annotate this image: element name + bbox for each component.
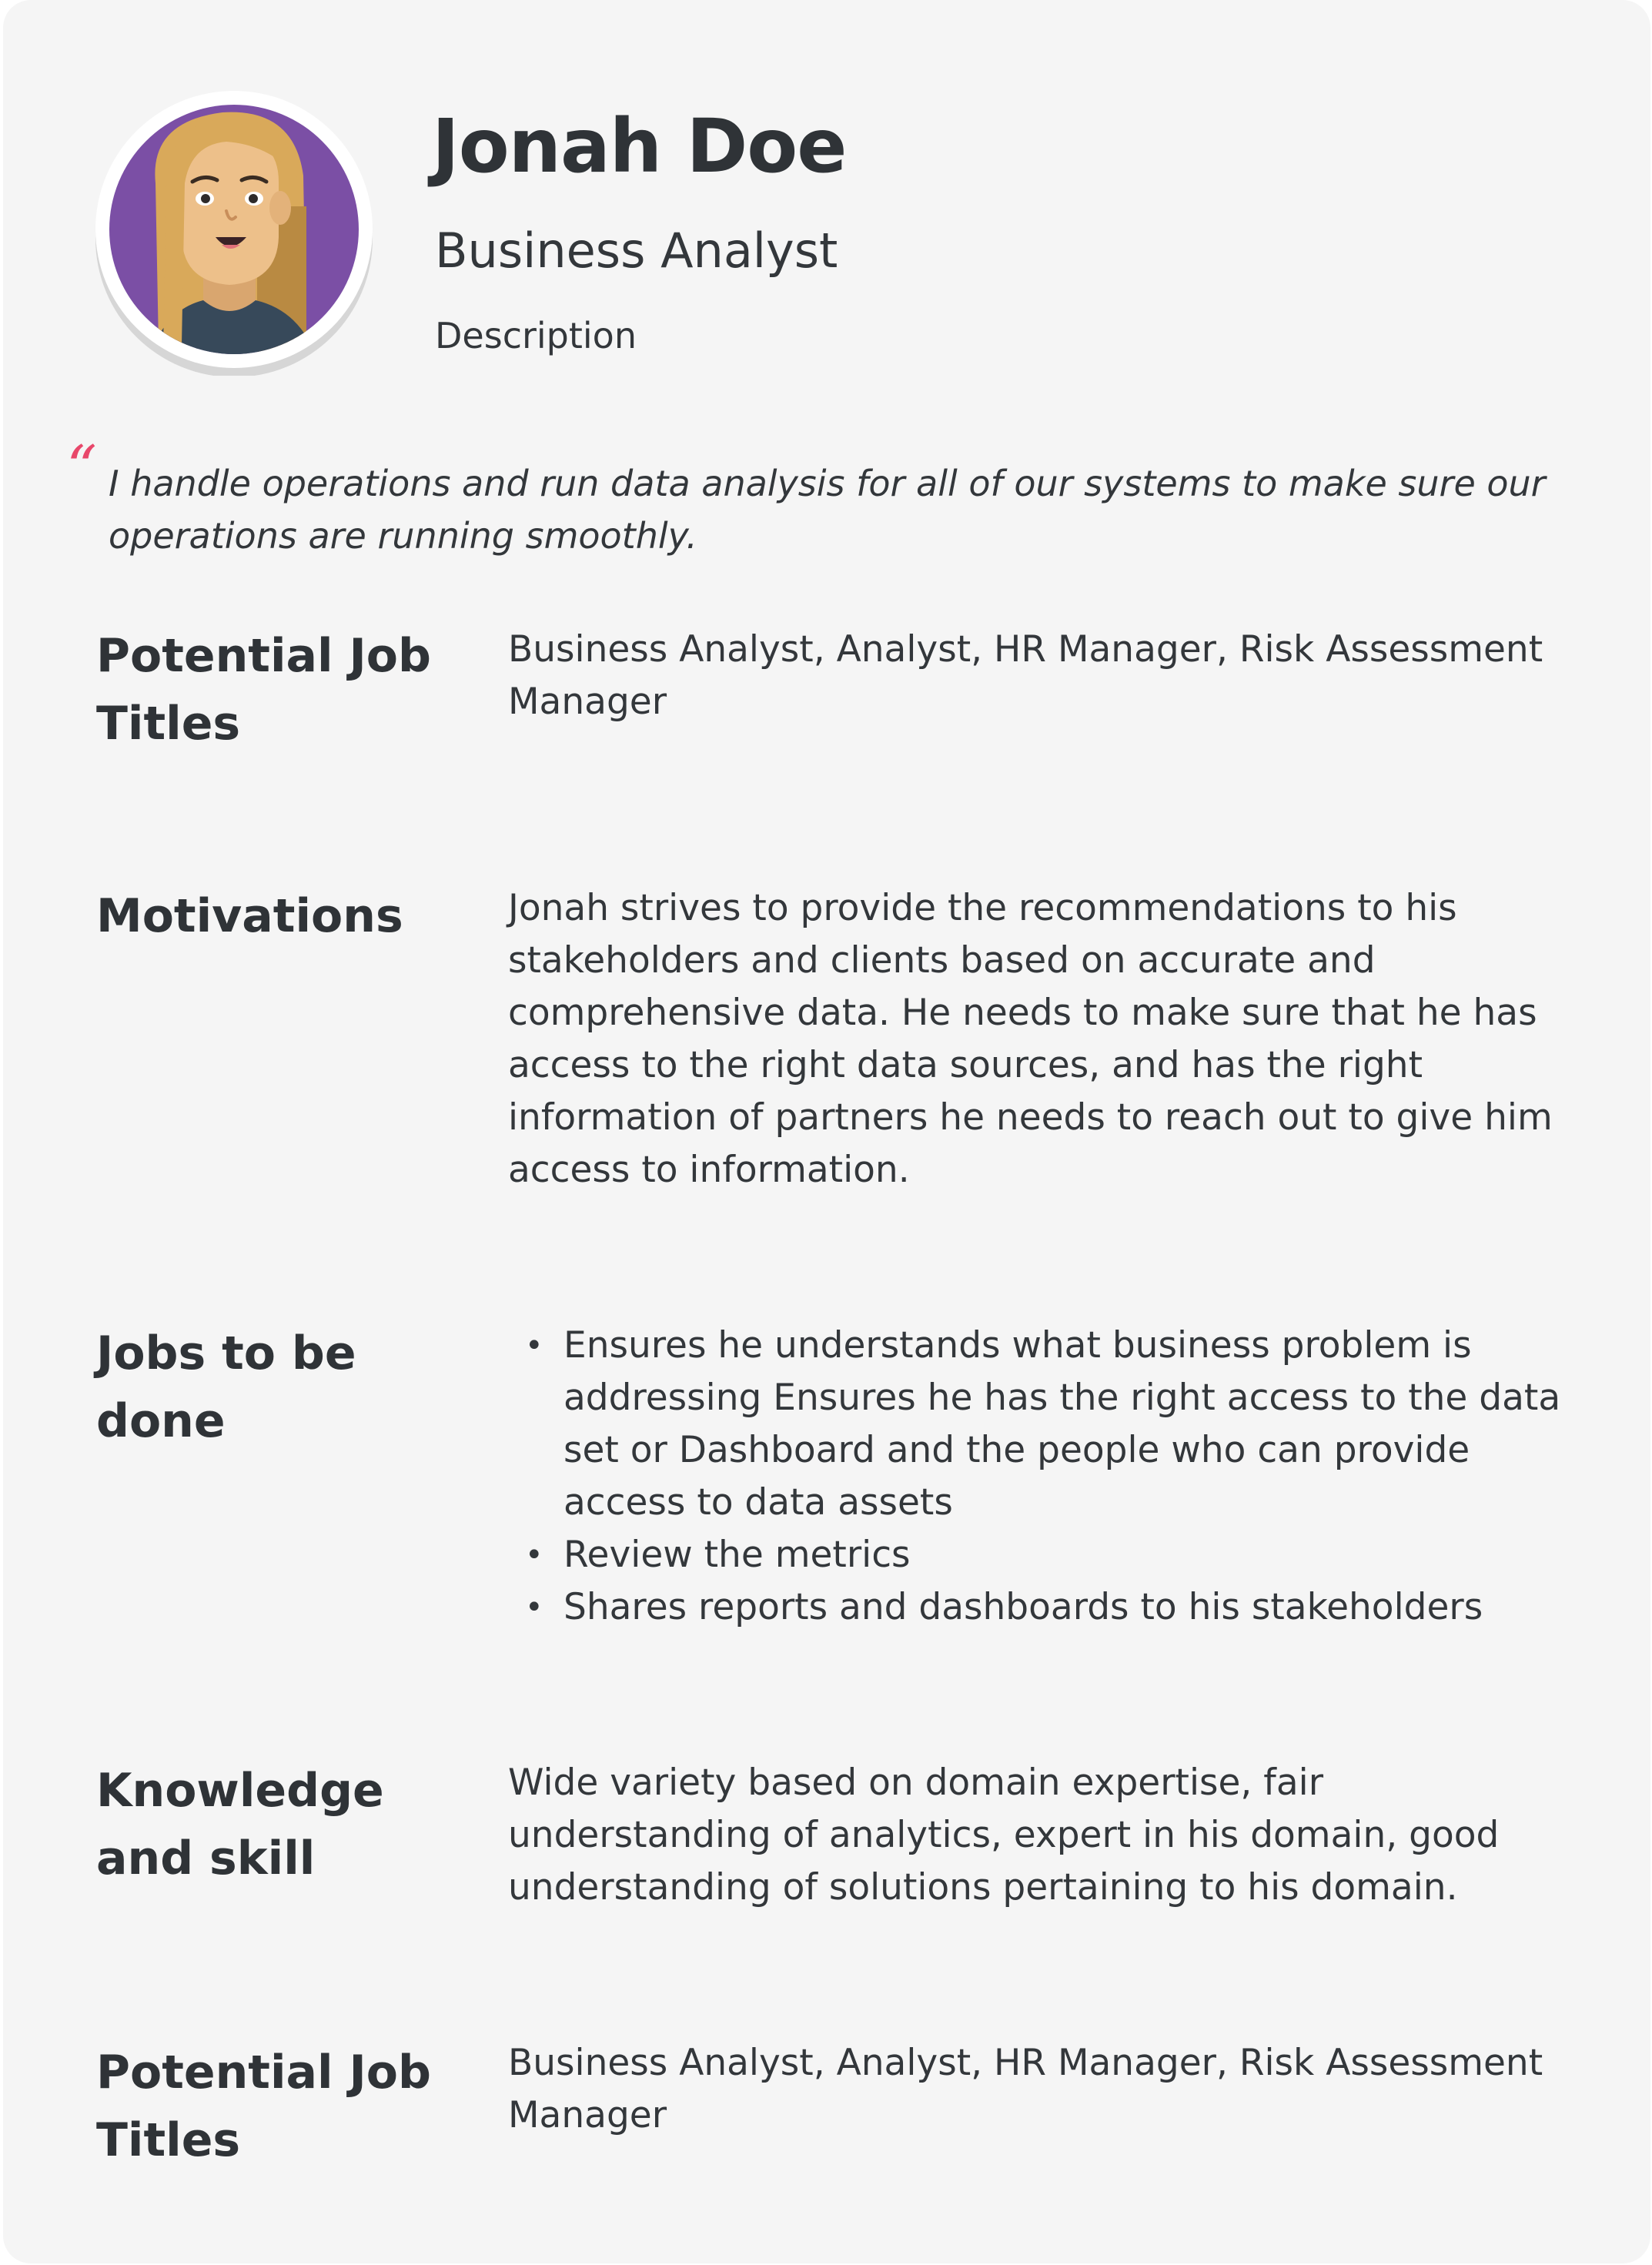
- persona-role: Business Analyst: [435, 222, 838, 279]
- bullet-icon: •: [525, 1537, 543, 1573]
- bullet-icon: •: [525, 1590, 543, 1625]
- bullet-icon: •: [525, 1328, 543, 1363]
- section-label-jobs-to-be-done: Jobs to be done: [96, 1327, 356, 1448]
- section-label-knowledge: Knowledge and skill: [96, 1764, 384, 1885]
- list-item-text: Review the metrics: [563, 1534, 911, 1576]
- persona-quote: I handle operations and run data analysis for all of our systems to make sure our operations are running smoothly.: [109, 463, 1546, 557]
- section-value-job-titles: Business Analyst, Analyst, HR Manager, Risk Assessment Manager: [508, 628, 1543, 723]
- quote-mark-icon: “: [66, 433, 97, 503]
- persona-name: Jonah Doe: [432, 103, 847, 189]
- section-value-job-titles-2: Business Analyst, Analyst, HR Manager, Risk Assessment Manager: [508, 2042, 1543, 2136]
- section-value-knowledge: Wide variety based on domain expertise, fair understanding of analytics, expert in his domain, good understanding of solutions pertaining to his domain.: [508, 1761, 1500, 1909]
- persona-card: [3, 0, 1650, 2263]
- jobs-to-be-done-list: [508, 1320, 1586, 1634]
- section-label-job-titles-2: Potential Job Titles: [96, 2046, 431, 2167]
- list-item: [508, 1529, 1586, 1581]
- list-item-text: Shares reports and dashboards to his stakeholders: [563, 1586, 1483, 1628]
- list-item: [508, 1581, 1586, 1634]
- section-label-motivations: Motivations: [96, 889, 403, 943]
- list-item: [508, 1320, 1586, 1529]
- section-value-motivations: Jonah strives to provide the recommendations to his stakeholders and clients based on accurate and comprehensive data. He needs to make sure that he has access to the right data sources, and has the right information of partners he needs to reach out to give him access to information.: [508, 887, 1553, 1191]
- persona-avatar-icon: [95, 91, 373, 376]
- section-label-job-titles: Potential Job Titles: [96, 629, 431, 751]
- persona-description: Description: [435, 315, 637, 356]
- list-item-text: Ensures he understands what business problem is addressing Ensures he has the right access to the data set or Dashboard and the people who can provide access to data assets: [563, 1324, 1561, 1524]
